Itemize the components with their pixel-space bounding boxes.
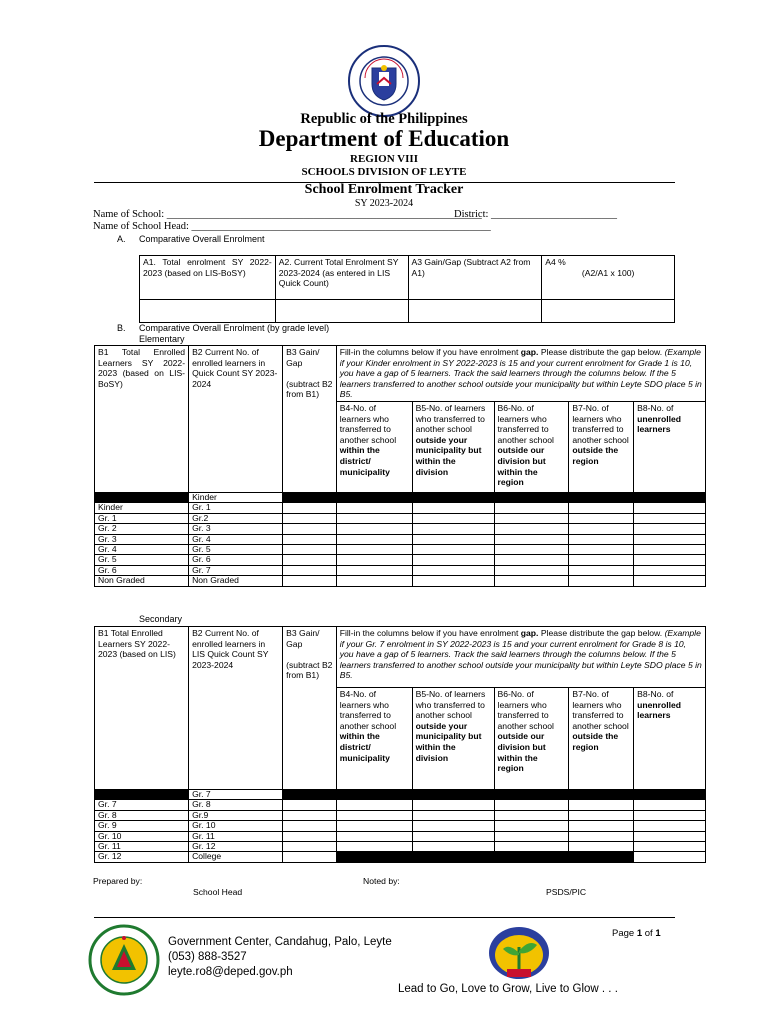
row-input-cell[interactable] [634, 800, 706, 810]
row-input-cell[interactable] [283, 842, 337, 852]
elem-b3-sub: (subtract B2 from B1) [286, 378, 333, 400]
row-input-cell[interactable] [412, 545, 494, 555]
col-a3: A3 Gain/Gap (Subtract A2 from A1) [408, 256, 542, 300]
row-b2-grade: Gr. 4 [189, 534, 283, 544]
sec-b2-header: B2 Current No. of enrolled learners in LIS Quick Count SY 2023-2024 [189, 627, 283, 790]
row-input-cell[interactable] [494, 524, 569, 534]
row-input-cell[interactable] [283, 821, 337, 831]
row-input-cell[interactable] [283, 565, 337, 575]
table-row [95, 831, 706, 841]
elem-b7-header [569, 401, 634, 492]
row-input-cell[interactable] [634, 852, 706, 862]
elem-b7-bold: outside the region [572, 445, 619, 466]
table-row [95, 524, 706, 534]
row-input-cell[interactable] [412, 821, 494, 831]
seeding-logo [487, 925, 552, 981]
elem-b1-header: B1 Total Enrolled Learners SY 2022-2023 (based on LIS-BoSY) [95, 346, 189, 493]
row-input-cell[interactable] [634, 555, 706, 565]
row-b1-grade: Gr. 11 [95, 842, 189, 852]
row-b1-grade: Non Graded [95, 576, 189, 586]
row-input-cell[interactable] [634, 576, 706, 586]
elementary-table [94, 345, 706, 587]
row-input-cell[interactable] [336, 524, 412, 534]
footer-tagline: Lead to Go, Love to Grow, Live to Glow . . . [398, 983, 618, 995]
sec-b4-bold: within the district/ municipality [339, 731, 390, 763]
division-label: SCHOOLS DIVISION OF LEYTE [301, 166, 467, 178]
table-row [95, 534, 706, 544]
page-total: 1 [655, 928, 661, 939]
sec-b3-sub: (subtract B2 from B1) [286, 659, 333, 681]
section-b-marker: B. [117, 323, 126, 333]
division-logo-icon [88, 924, 160, 996]
row-input-cell[interactable] [336, 534, 412, 544]
table-row [95, 852, 706, 862]
row-input-cell[interactable] [569, 576, 634, 586]
row-input-cell[interactable] [412, 565, 494, 575]
table-row [95, 576, 706, 586]
row-input-cell[interactable] [412, 831, 494, 841]
elem-instructions [336, 346, 705, 402]
row-b1-grade: Gr. 1 [95, 513, 189, 523]
sec-b4-text: B4-No. of learners who transferred to another school [339, 689, 397, 731]
footer-rule [94, 917, 675, 918]
elem-b8-bold: unenrolled learners [637, 413, 682, 435]
row-b1-grade: Gr. 7 [95, 800, 189, 810]
row-input-cell[interactable] [336, 842, 412, 852]
sec-b6-text: B6-No. of learners who transferred to another school [497, 689, 554, 731]
row-input-cell[interactable] [336, 810, 412, 820]
elem-b6-bold: outside our division but within the region [497, 445, 546, 488]
overall-enrolment-table [139, 255, 675, 323]
section-a-title: Comparative Overall Enrolment [139, 234, 265, 244]
page-number [612, 928, 661, 939]
row-b1-grade: Gr. 2 [95, 524, 189, 534]
row-b2-grade: Gr. 6 [189, 555, 283, 565]
row-input-cell[interactable] [569, 555, 634, 565]
row-black-cell [412, 852, 494, 862]
row-input-cell[interactable] [569, 545, 634, 555]
school-head-field[interactable]: Name of School Head: _________________________________________________________ [93, 221, 491, 232]
row-input-cell[interactable] [412, 555, 494, 565]
elem-b8-text: B8-No. of [637, 402, 674, 413]
sec-instructions [336, 627, 705, 688]
noted-by-label: Noted by: [363, 876, 400, 886]
school-head-signature[interactable]: School Head [193, 887, 243, 897]
prepared-by-label: Prepared by: [93, 876, 143, 886]
row-input-cell[interactable] [412, 842, 494, 852]
school-year: SY 2023-2024 [354, 198, 414, 209]
row-input-cell[interactable] [634, 821, 706, 831]
sec-b5-header [412, 688, 494, 790]
row-input-cell[interactable] [494, 842, 569, 852]
row-input-cell[interactable] [634, 524, 706, 534]
row-input-cell[interactable] [283, 852, 337, 862]
elem-b4-header [336, 401, 412, 492]
secondary-label: Secondary [139, 614, 183, 624]
row-input-cell[interactable] [634, 534, 706, 544]
row-input-cell[interactable] [569, 565, 634, 575]
row-input-cell[interactable] [494, 555, 569, 565]
page-prefix: Page [612, 928, 637, 939]
row-input-cell[interactable] [412, 534, 494, 544]
row-input-cell[interactable] [412, 513, 494, 523]
elem-b3-header [283, 346, 337, 493]
row-input-cell[interactable] [494, 821, 569, 831]
row-input-cell[interactable] [569, 524, 634, 534]
row-input-cell[interactable] [569, 810, 634, 820]
row-b2-grade: Gr. 10 [189, 821, 283, 831]
section-a-marker: A. [117, 234, 126, 244]
page-of: of [642, 928, 656, 939]
row-input-cell[interactable] [283, 503, 337, 513]
row-b1-grade: Gr. 5 [95, 555, 189, 565]
input-a1[interactable] [140, 300, 276, 323]
sec-black-cell [95, 790, 189, 800]
row-input-cell[interactable] [634, 513, 706, 523]
row-b2-grade: Gr. 7 [189, 565, 283, 575]
footer-phone: (053) 888-3527 [168, 951, 247, 963]
sec-b3-label: B3 Gain/ Gap [286, 628, 320, 649]
sec-instr-text2: Please distribute the gap below. [538, 628, 665, 638]
table-row [95, 513, 706, 523]
row-input-cell[interactable] [283, 545, 337, 555]
row-input-cell[interactable] [494, 810, 569, 820]
sec-b3-header [283, 627, 337, 790]
table-row [95, 565, 706, 575]
row-input-cell[interactable] [569, 842, 634, 852]
footer-email[interactable]: leyte.ro8@deped.gov.ph [168, 966, 293, 978]
row-b1-grade: Gr. 9 [95, 821, 189, 831]
row-input-cell[interactable] [634, 831, 706, 841]
row-input-cell[interactable] [336, 800, 412, 810]
row-input-cell[interactable] [634, 545, 706, 555]
secondary-table [94, 626, 706, 863]
row-input-cell[interactable] [336, 503, 412, 513]
row-b2-grade: Gr.9 [189, 810, 283, 820]
col-a4-label: A4 % [545, 257, 566, 267]
table-row [95, 503, 706, 513]
psds-signature[interactable]: PSDS/PIC [546, 887, 587, 897]
division-logo [88, 924, 160, 996]
elem-instr-example: (Example if your Kinder enrolment in SY 2022-2023 is 15 and your current enrolment for Grade 1 is 10, you have a gap of 5 learners. Track the said learners through the columns below. If the 5 learners transferred to another school outside your municipality but within Leyte SDO place 5 in B5. [339, 347, 702, 400]
input-a4[interactable] [542, 300, 675, 323]
row-input-cell[interactable] [569, 503, 634, 513]
row-input-cell[interactable] [336, 565, 412, 575]
sec-b4-header [336, 688, 412, 790]
row-b1-grade: Gr. 8 [95, 810, 189, 820]
elem-instr-text: Fill-in the columns below if you have enrolment [339, 347, 521, 357]
row-input-cell[interactable] [494, 545, 569, 555]
elem-b4-text: B4-No. of learners who transferred to another school [339, 402, 397, 445]
footer-address: Government Center, Candahug, Palo, Leyte [168, 936, 392, 948]
row-b2-grade: Gr. 12 [189, 842, 283, 852]
elem-b8-header [634, 401, 706, 492]
table-row [95, 555, 706, 565]
row-b2-grade: Gr.2 [189, 513, 283, 523]
table-row [95, 800, 706, 810]
row-b1-grade: Gr. 4 [95, 545, 189, 555]
elem-instr-text2: Please distribute the gap below. [538, 347, 665, 357]
elem-black-cell [95, 493, 189, 503]
seeding-logo-icon [487, 925, 552, 981]
elem-black-bar [283, 493, 706, 503]
row-input-cell[interactable] [283, 800, 337, 810]
elem-instr-bold: gap. [520, 347, 539, 357]
row-b1-grade: Kinder [95, 503, 189, 513]
row-input-cell[interactable] [283, 576, 337, 586]
col-a4 [542, 256, 675, 300]
district-field[interactable]: District: ________________________ [454, 209, 618, 220]
row-input-cell[interactable] [336, 831, 412, 841]
form-title: School Enrolment Tracker [304, 182, 464, 197]
elem-first-b2: Kinder [189, 493, 283, 503]
row-input-cell[interactable] [336, 545, 412, 555]
table-row [95, 545, 706, 555]
row-b1-grade: Gr. 12 [95, 852, 189, 862]
row-input-cell[interactable] [283, 810, 337, 820]
row-input-cell[interactable] [336, 576, 412, 586]
row-b1-grade: Gr. 3 [95, 534, 189, 544]
sec-black-bar [283, 790, 706, 800]
col-a2: A2. Current Total Enrolment SY 2023-2024 (as entered in LIS Quick Count) [275, 256, 408, 300]
row-input-cell[interactable] [494, 800, 569, 810]
elem-b7-text: B7-No. of learners who transferred to another school [572, 402, 629, 445]
table-row [95, 810, 706, 820]
row-input-cell[interactable] [412, 576, 494, 586]
row-input-cell[interactable] [634, 565, 706, 575]
elem-b5-header [412, 401, 494, 492]
row-input-cell[interactable] [336, 555, 412, 565]
row-input-cell[interactable] [634, 503, 706, 513]
row-input-cell[interactable] [569, 831, 634, 841]
row-black-cell [336, 852, 412, 862]
row-input-cell[interactable] [283, 555, 337, 565]
row-b2-grade: Gr. 5 [189, 545, 283, 555]
table-row [95, 821, 706, 831]
elementary-label: Elementary [139, 334, 185, 344]
row-b1-grade: Gr. 10 [95, 831, 189, 841]
sec-b8-bold: unenrolled learners [637, 699, 682, 721]
elem-b4-bold: within the district/ municipality [339, 445, 390, 477]
elem-b5-bold: outside your municipality but within the division [415, 434, 482, 477]
row-input-cell[interactable] [569, 534, 634, 544]
sec-b7-text: B7-No. of learners who transferred to another school [572, 689, 629, 731]
row-input-cell[interactable] [283, 513, 337, 523]
input-a2[interactable] [275, 300, 408, 323]
row-input-cell[interactable] [569, 513, 634, 523]
col-a1: A1. Total enrolment SY 2022-2023 (based on LIS-BoSY) [140, 256, 276, 300]
table-row [95, 842, 706, 852]
deped-seal [347, 44, 421, 118]
col-a4-sub: (A2/A1 x 100) [581, 267, 635, 278]
row-black-cell [569, 852, 634, 862]
sec-b5-text: B5-No. of learners who transferred to another school [415, 689, 486, 721]
row-input-cell[interactable] [283, 831, 337, 841]
row-input-cell[interactable] [283, 524, 337, 534]
row-b2-grade: Gr. 8 [189, 800, 283, 810]
row-input-cell[interactable] [494, 576, 569, 586]
row-b1-grade: Gr. 6 [95, 565, 189, 575]
row-input-cell[interactable] [494, 513, 569, 523]
row-b2-grade: College [189, 852, 283, 862]
row-input-cell[interactable] [634, 810, 706, 820]
region-label: REGION VIII [350, 153, 418, 165]
department-title: Department of Education [258, 126, 510, 151]
elem-b5-text: B5-No. of learners who transferred to another school [415, 402, 486, 435]
row-input-cell[interactable] [412, 810, 494, 820]
row-input-cell[interactable] [494, 565, 569, 575]
deped-seal-icon [347, 44, 421, 118]
row-input-cell[interactable] [494, 831, 569, 841]
sec-instr-bold: gap. [520, 628, 539, 638]
sec-b7-bold: outside the region [572, 731, 619, 752]
input-a3[interactable] [408, 300, 542, 323]
page-current: 1 [636, 928, 643, 939]
row-input-cell[interactable] [494, 503, 569, 513]
sec-b6-header [494, 688, 569, 790]
row-b2-grade: Gr. 3 [189, 524, 283, 534]
row-input-cell[interactable] [494, 534, 569, 544]
sec-instr-text: Fill-in the columns below if you have enrolment [339, 628, 521, 638]
row-input-cell[interactable] [569, 800, 634, 810]
row-input-cell[interactable] [336, 513, 412, 523]
sec-instr-example: (Example if your Gr. 7 enrolment in SY 2022-2023 is 15 and your current enrolment for Grade 8 is 10, you have a gap of 5 learners. Track the said learners through the columns below. If the 5 learners transferred to another school outside your municipality but within Leyte SDO place 5 in B5. [339, 628, 702, 681]
section-b-title: Comparative Overall Enrolment (by grade level) [139, 323, 330, 333]
republic-label: Republic of the Philippines [300, 111, 468, 127]
row-input-cell[interactable] [336, 821, 412, 831]
row-b2-grade: Gr. 11 [189, 831, 283, 841]
row-input-cell[interactable] [412, 800, 494, 810]
elem-b2-header: B2 Current No. of enrolled learners in Quick Count SY 2023-2024 [189, 346, 283, 493]
elem-b6-text: B6-No. of learners who transferred to another school [497, 402, 554, 445]
row-input-cell[interactable] [412, 503, 494, 513]
sec-b6-bold: outside our division but within the region [497, 731, 546, 774]
sec-b1-header: B1 Total Enrolled Learners SY 2022-2023 (based on LIS) [95, 627, 189, 790]
sec-b7-header [569, 688, 634, 790]
sec-b8-text: B8-No. of [637, 689, 674, 699]
row-input-cell[interactable] [634, 842, 706, 852]
row-input-cell[interactable] [569, 821, 634, 831]
row-b2-grade: Gr. 1 [189, 503, 283, 513]
elem-b6-header [494, 401, 569, 492]
sec-b5-bold: outside your municipality but within the division [415, 720, 482, 763]
sec-b8-header [634, 688, 706, 790]
elem-b3-label: B3 Gain/ Gap [286, 347, 320, 368]
row-input-cell[interactable] [283, 534, 337, 544]
row-b2-grade: Non Graded [189, 576, 283, 586]
sec-first-b2: Gr. 7 [189, 790, 283, 800]
row-black-cell [494, 852, 569, 862]
school-name-field[interactable]: Name of School: ____________________________________________________________ [93, 209, 482, 220]
row-input-cell[interactable] [412, 524, 494, 534]
